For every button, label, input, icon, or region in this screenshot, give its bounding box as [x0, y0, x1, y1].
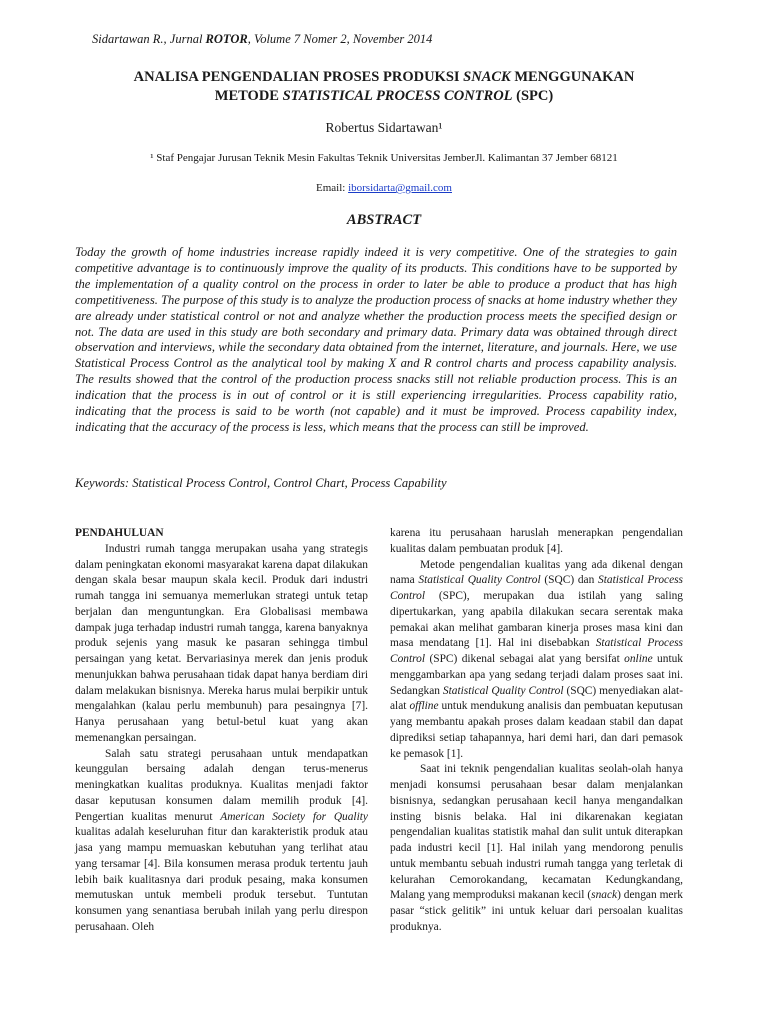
paragraph: Saat ini teknik pengendalian kualitas seolah-olah hanya menjadi konsumsi perusahaan besar dalam menjalankan bisnisnya, sedangkan perusahaan kecil hanya mengandalkan insting bisnis belaka. Hal ini dikarenakan kegiatan pengendalian kualitas statistik mahal dan sulit untuk diterapkan pada industri kecil [1]. Hal inilah yang mendorong penulis untuk membantu sebuah industri rumah tangga yang terletak di kelurahan Cemorokandang, kecamatan Kedungkandang, Malang yang memproduksi makanan kecil (snack) dengan merk pasar “stick gelitik” ini untuk keluar dari persoalan kualitas produknya. — [390, 763, 683, 933]
journal-name: ROTOR — [205, 32, 248, 46]
citation-prefix: Sidartawan R., Jurnal — [92, 32, 206, 46]
email-link[interactable]: iborsidarta@gmail.com — [348, 182, 452, 194]
author-email: Email: iborsidarta@gmail.com — [316, 182, 452, 194]
abstract-heading: ABSTRACT — [346, 212, 422, 228]
paragraph: Metode pengendalian kualitas yang ada dikenal dengan nama Statistical Quality Control (SQC) dan Statistical Process Control (SPC), merupakan dua istilah yang saling dipertukarkan, yang apabila dilakukan secara serentak maka pemakai akan melihat gambaran kinerja proses masa kini dan masa mendatang [1]. Hal ini disebabkan Statistical Process Control (SPC) dikenal sebagai alat yang bersifat online untuk menggambarkan apa yang sedang terjadi dalam proses saat ini. Sedangkan Statistical Quality Control (SQC) menyediakan alat-alat offline untuk mendukung analisis dan pembuatan keputusan yang membantu apakah proses dalam keadaan stabil dan dapat diprediksi setiap tahapannya, hari demi hari, dan dari pemasok ke pemasok [1]. — [390, 558, 683, 760]
section-heading-pendahuluan: PENDAHULUAN — [75, 527, 164, 539]
abstract-body: Today the growth of home industries increase rapidly indeed it is very competitive. One of the strategies to gain competitive advantage is to continuously improve the quality of its products. This conditions have to be supported by the implementation of a quality control on the process in order to later be able to produce a product that has high competitiveness. The purpose of this study is to analyze the production process of snacks at home industry whether they are already under statistical control or not and analyze whether the production process meets the specified design or not. The data are used in this study are both secondary and primary data. Primary data was obtained through direct observation and interviews, while the secondary data obtained from the internet, literature, and journals. Here, we use Statistical Process Control as the analytical tool by making X and R control charts and process capability analysis. The results showed that the control of the production process snacks still not reliable production process. This is an indication that the process is in out of control or it is still experiencing irregularities. Process capability ratio, indicating that the process is said to be worth (not capable) and it must be improved. Process capability index, indicating that the accuracy of the process is less, which means that the process can still be improved. — [75, 245, 677, 434]
title-line-2: METODE STATISTICAL PROCESS CONTROL (SPC) — [214, 88, 554, 104]
keywords: Keywords: Statistical Process Control, Control Chart, Process Capability — [75, 476, 447, 490]
left-column — [75, 526, 368, 936]
paragraph: Industri rumah tangga merupakan usaha yang strategis dalam peningkatan ekonomi masyarakat karena dapat dilakukan dengan skala besar maupun skala kecil. Produk dari industri rumah tangga ini semuanya memerlukan strategi untuk tetap berjalan dan menguntungkan. Era Globalisasi membawa dampak juga terhadap industri rumah tangga, karena banyaknya produk sejenis yang masuk ke pasaran sehingga timbul persaingan yang ketat. Bervariasinya merek dan jenis produk menunjukkan bahwa perusahaan tidak dapat hanya berdiam diri dalam melakukan bisnisnya. Mereka harus mulai berpikir untuk mengalahkan (kalau perlu membunuh) para pesaingnya [7]. Hanya perusahaan yang betul-betul kuat yang akan memenangkan persaingan. — [75, 542, 368, 744]
paragraph: karena itu perusahaan haruslah menerapkan pengendalian kualitas dalam pembuatan produk [4]. — [390, 527, 683, 555]
running-header — [92, 32, 432, 47]
author-name: Robertus Sidartawan¹ — [325, 120, 443, 135]
author-affiliation: ¹ Staf Pengajar Jurusan Teknik Mesin Fakultas Teknik Universitas JemberJl. Kalimantan 37 Jember 68121 — [150, 152, 618, 164]
paragraph: Salah satu strategi perusahaan untuk mendapatkan keunggulan bersaing adalah dengan terus-menerus meningkatkan kualitas produknya. Kualitas menjadi faktor dasar keputusan konsumen dalam memilih produk [4]. Pengertian kualitas menurut American Society for Quality kualitas adalah keseluruhan fitur dan karakteristik produk atau jasa yang mampu memuaskan kebutuhan yang terlihat atau yang tersamar [4]. Bila konsumen merasa produk tertentu jauh lebih baik kualitasnya dari produk pesaing, maka konsumen memutuskan untuk membeli produk tersebut. Tuntutan konsumen yang senantiasa berubah inilah yang perlu direspon perusahaan. Oleh — [75, 747, 368, 933]
title-line-1: ANALISA PENGENDALIAN PROSES PRODUKSI SNACK MENGGUNAKAN — [133, 69, 635, 85]
paper-title — [60, 68, 708, 106]
right-column — [390, 526, 683, 936]
citation-suffix: , Volume 7 Nomer 2, November 2014 — [247, 32, 433, 46]
